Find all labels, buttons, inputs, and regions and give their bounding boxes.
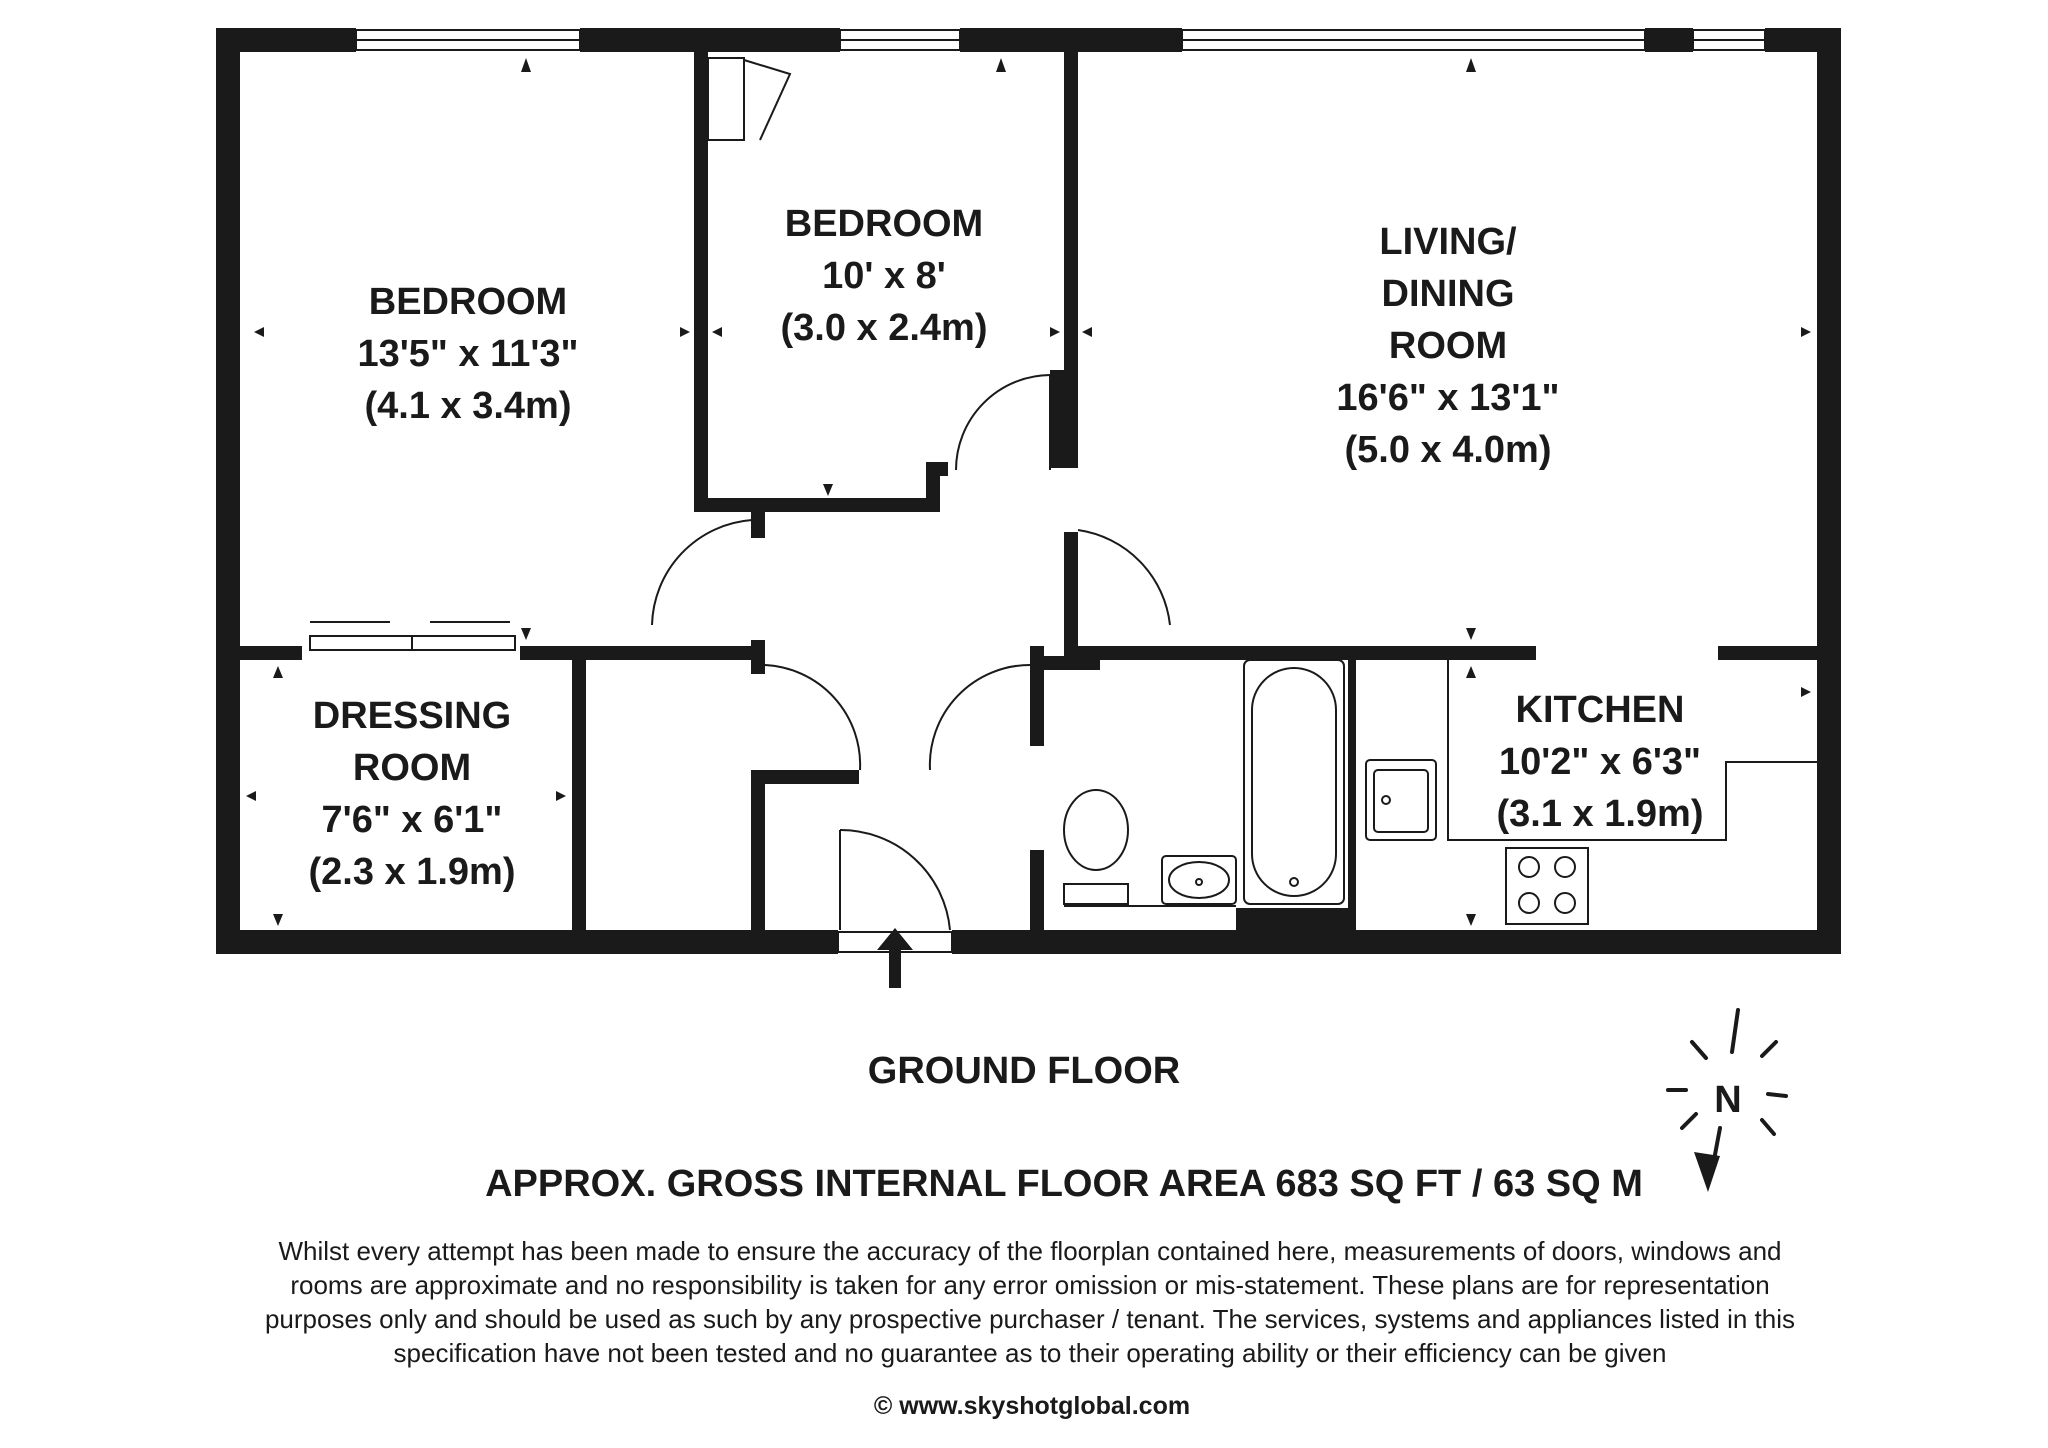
bedroom-2-size-metric: (3.0 x 2.4m) xyxy=(780,307,988,349)
entrance-arrow-icon xyxy=(877,928,913,988)
kitchen-size-metric: (3.1 x 1.9m) xyxy=(1496,793,1704,835)
doors xyxy=(652,58,1170,930)
living-name-line-2: DINING xyxy=(1381,273,1515,315)
floor-name: GROUND FLOOR xyxy=(867,1050,1181,1092)
disclaimer-line: rooms are approximate and no responsibility is taken for any error omission or mis-statement. These plans are for representation xyxy=(290,1270,1770,1300)
bedroom-2-size-imperial: 10' x 8' xyxy=(822,255,946,297)
kitchen-size-imperial: 10'2" x 6'3" xyxy=(1498,741,1702,783)
dressing-name-line-1: DRESSING xyxy=(312,695,512,737)
living-size-metric: (5.0 x 4.0m) xyxy=(1344,429,1552,471)
bathroom-fixtures xyxy=(1064,660,1344,906)
compass-letter: N xyxy=(1714,1079,1742,1121)
living-size-imperial: 16'6" x 13'1" xyxy=(1336,377,1560,419)
bedroom-1-name: BEDROOM xyxy=(368,281,568,323)
dressing-size-imperial: 7'6" x 6'1" xyxy=(321,799,503,841)
copyright-link[interactable]: © www.skyshotglobal.com xyxy=(873,1392,1191,1420)
dressing-size-metric: (2.3 x 1.9m) xyxy=(308,851,516,893)
disclaimer-line: Whilst every attempt has been made to ensure the accuracy of the floorplan contained here, measurements of doors, windows and xyxy=(278,1236,1782,1266)
dressing-name-line-2: ROOM xyxy=(352,747,472,789)
disclaimer-line: specification have not been tested and no guarantee as to their operating ability or their efficiency can be given xyxy=(393,1338,1667,1368)
disclaimer-line: purposes only and should be used as such by any prospective purchaser / tenant. The services, systems and appliances listed in this xyxy=(264,1304,1796,1334)
living-name-line-3: ROOM xyxy=(1388,325,1508,367)
room-labels xyxy=(309,203,1704,893)
disclaimer xyxy=(6,1234,2048,1370)
kitchen-name: KITCHEN xyxy=(1515,689,1685,731)
bedroom-2-name: BEDROOM xyxy=(784,203,984,245)
living-name-line-1: LIVING/ xyxy=(1379,221,1517,263)
bedroom-1-size-metric: (4.1 x 3.4m) xyxy=(364,385,572,427)
floor-area: APPROX. GROSS INTERNAL FLOOR AREA 683 SQ FT / 63 SQ M xyxy=(485,1163,1643,1205)
bedroom-1-size-imperial: 13'5" x 11'3" xyxy=(357,333,579,375)
sliding-wardrobe xyxy=(310,622,515,650)
